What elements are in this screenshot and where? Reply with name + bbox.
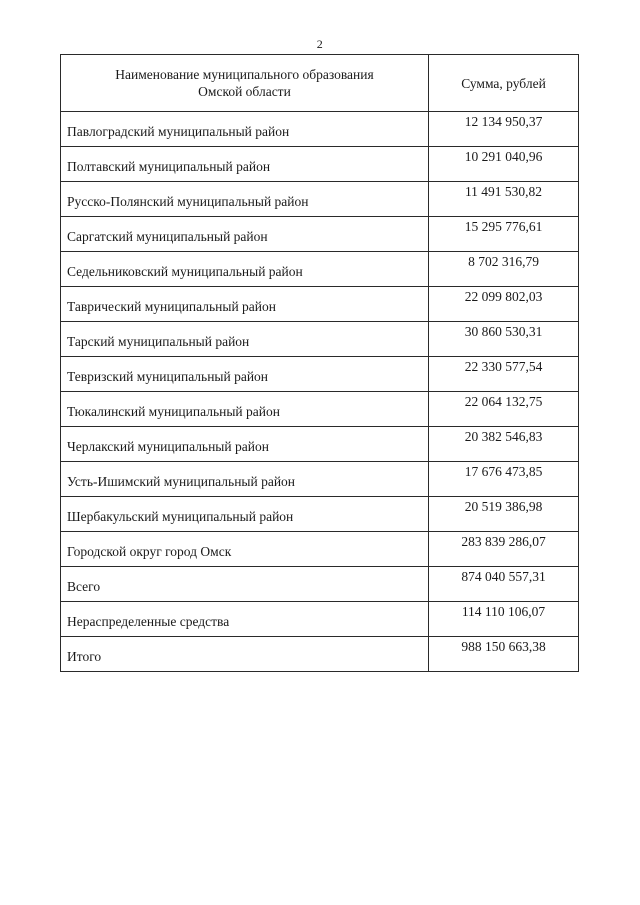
column-header-municipality	[61, 55, 429, 112]
unallocated-value: 114 110 106,07	[429, 602, 579, 637]
table-header	[61, 55, 579, 112]
table-body	[61, 112, 579, 672]
amount-value: 20 519 386,98	[429, 497, 579, 532]
municipality-name: Тюкалинский муниципальный район	[61, 392, 429, 427]
municipality-name: Таврический муниципальный район	[61, 287, 429, 322]
table-row	[61, 357, 579, 392]
municipality-name: Русско-Полянский муниципальный район	[61, 182, 429, 217]
amount-value: 12 134 950,37	[429, 112, 579, 147]
table-row	[61, 392, 579, 427]
table-row	[61, 427, 579, 462]
table-row	[61, 252, 579, 287]
municipality-name: Тевризский муниципальный район	[61, 357, 429, 392]
amount-value: 283 839 286,07	[429, 532, 579, 567]
table-row	[61, 287, 579, 322]
unallocated-label: Нераспределенные средства	[61, 602, 429, 637]
table-row-total	[61, 567, 579, 602]
amount-value: 22 064 132,75	[429, 392, 579, 427]
table-header-row	[61, 55, 579, 112]
amount-value: 8 702 316,79	[429, 252, 579, 287]
total-label: Всего	[61, 567, 429, 602]
municipality-name: Усть-Ишимский муниципальный район	[61, 462, 429, 497]
amount-value: 17 676 473,85	[429, 462, 579, 497]
municipality-name: Тарский муниципальный район	[61, 322, 429, 357]
grand-total-value: 988 150 663,38	[429, 637, 579, 672]
table-row-unallocated	[61, 602, 579, 637]
column-header-sum: Сумма, рублей	[429, 55, 579, 112]
table-row	[61, 497, 579, 532]
page-number: 2	[316, 37, 324, 51]
amount-value: 22 330 577,54	[429, 357, 579, 392]
budget-table	[60, 54, 579, 672]
table-row	[61, 182, 579, 217]
grand-total-label: Итого	[61, 637, 429, 672]
table-row	[61, 147, 579, 182]
municipality-name: Городской округ город Омск	[61, 532, 429, 567]
table-row	[61, 532, 579, 567]
total-value: 874 040 557,31	[429, 567, 579, 602]
amount-value: 20 382 546,83	[429, 427, 579, 462]
amount-value: 30 860 530,31	[429, 322, 579, 357]
column-header-municipality-line1: Наименование муниципального образования	[115, 67, 374, 82]
column-header-municipality-line2: Омской области	[198, 84, 291, 99]
amount-value: 15 295 776,61	[429, 217, 579, 252]
amount-value: 11 491 530,82	[429, 182, 579, 217]
municipality-name: Седельниковский муниципальный район	[61, 252, 429, 287]
table-row	[61, 112, 579, 147]
table-row	[61, 322, 579, 357]
table-row	[61, 462, 579, 497]
municipality-name: Саргатский муниципальный район	[61, 217, 429, 252]
amount-value: 10 291 040,96	[429, 147, 579, 182]
municipality-name: Полтавский муниципальный район	[61, 147, 429, 182]
municipality-name: Шербакульский муниципальный район	[61, 497, 429, 532]
municipality-name: Павлоградский муниципальный район	[61, 112, 429, 147]
municipality-name: Черлакский муниципальный район	[61, 427, 429, 462]
table-row-grand-total	[61, 637, 579, 672]
table-row	[61, 217, 579, 252]
amount-value: 22 099 802,03	[429, 287, 579, 322]
